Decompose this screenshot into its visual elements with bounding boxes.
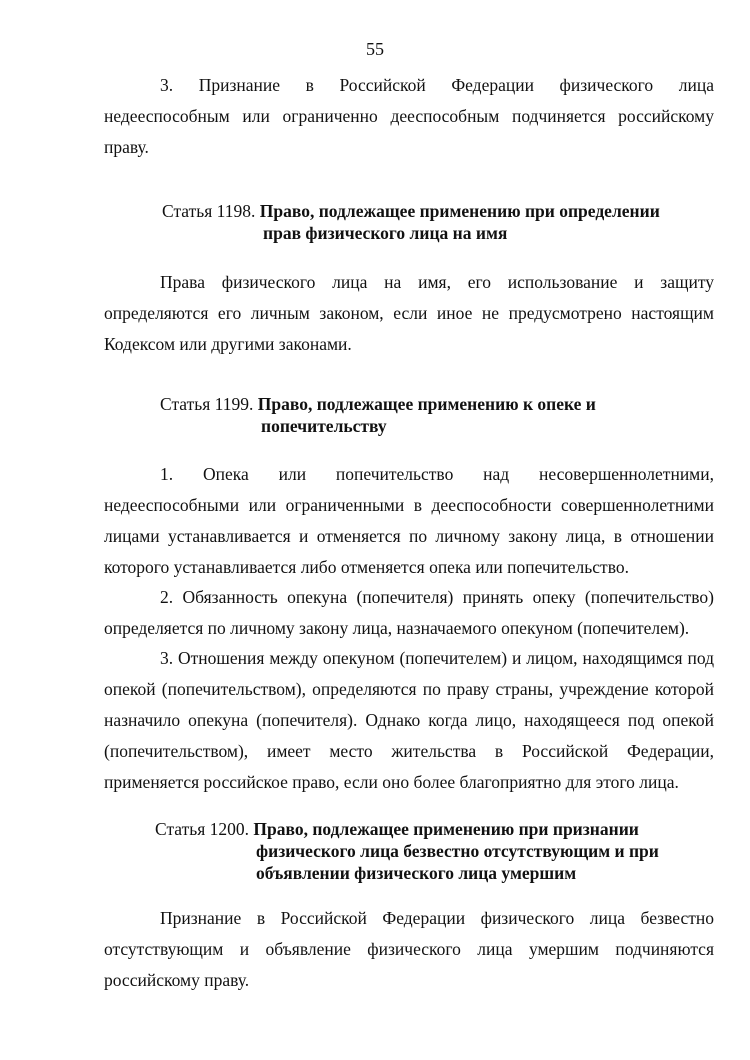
article-1200-title-line-1: Право, подлежащее применению при признании bbox=[253, 819, 639, 839]
article-1200-title-line-2: физического лица безвестно отсутствующим и при bbox=[256, 841, 659, 861]
page-number: 55 bbox=[366, 39, 384, 59]
article-1199-title-line-2: попечительству bbox=[261, 416, 387, 436]
article-1199-title-line-1: Право, подлежащее применению к опеке и bbox=[257, 394, 596, 414]
article-1199-number: Статья 1199. bbox=[160, 394, 254, 414]
article-1200-number: Статья 1200. bbox=[155, 819, 250, 839]
article-1198-heading bbox=[162, 200, 660, 244]
article-1198-title-line-2: прав физического лица на имя bbox=[263, 223, 508, 243]
paragraph-1199-item-2: 2. Обязанность опекуна (попечителя) принять опеку (попечительство) определяется по личному закону лица, назначаемого опекуном (попечителем). bbox=[104, 587, 714, 638]
article-1200-title-line-3: объявлении физического лица умершим bbox=[256, 863, 577, 883]
article-1199-heading bbox=[160, 393, 596, 437]
article-1198-number: Статья 1198. bbox=[162, 201, 256, 221]
article-1200-heading bbox=[155, 818, 659, 884]
article-1198-title-line-1: Право, подлежащее применению при определении bbox=[259, 201, 660, 221]
paragraph-1199-item-1: 1. Опека или попечительство над несовершеннолетними, недееспособными или ограниченными в дееспособности совершеннолетними лицами устанавливается и отменяется по личному закону лица, в отношении которого устанавливается либо отменяется опека или попечительство. bbox=[104, 464, 714, 577]
paragraph-1197-item-3: 3. Признание в Российской Федерации физического лица недееспособным или ограниченно дееспособным подчиняется российскому праву. bbox=[104, 75, 714, 157]
paragraph-1200: Признание в Российской Федерации физического лица безвестно отсутствующим и объявление физического лица умершим подчиняются российскому праву. bbox=[104, 908, 714, 990]
paragraph-1198: Права физического лица на имя, его использование и защиту определяются его личным законом, если иное не предусмотрено настоящим Кодексом или другими законами. bbox=[104, 272, 714, 354]
paragraph-1199-item-3: 3. Отношения между опекуном (попечителем) и лицом, находящимся под опекой (попечительством), определяются по праву страны, учреждение которой назначило опекуна (попечителя). Однако когда лицо, находящееся под опекой (попечительством), имеет место жительства в Российской Федерации, применяется российское право, если оно более благоприятно для этого лица. bbox=[104, 648, 714, 792]
